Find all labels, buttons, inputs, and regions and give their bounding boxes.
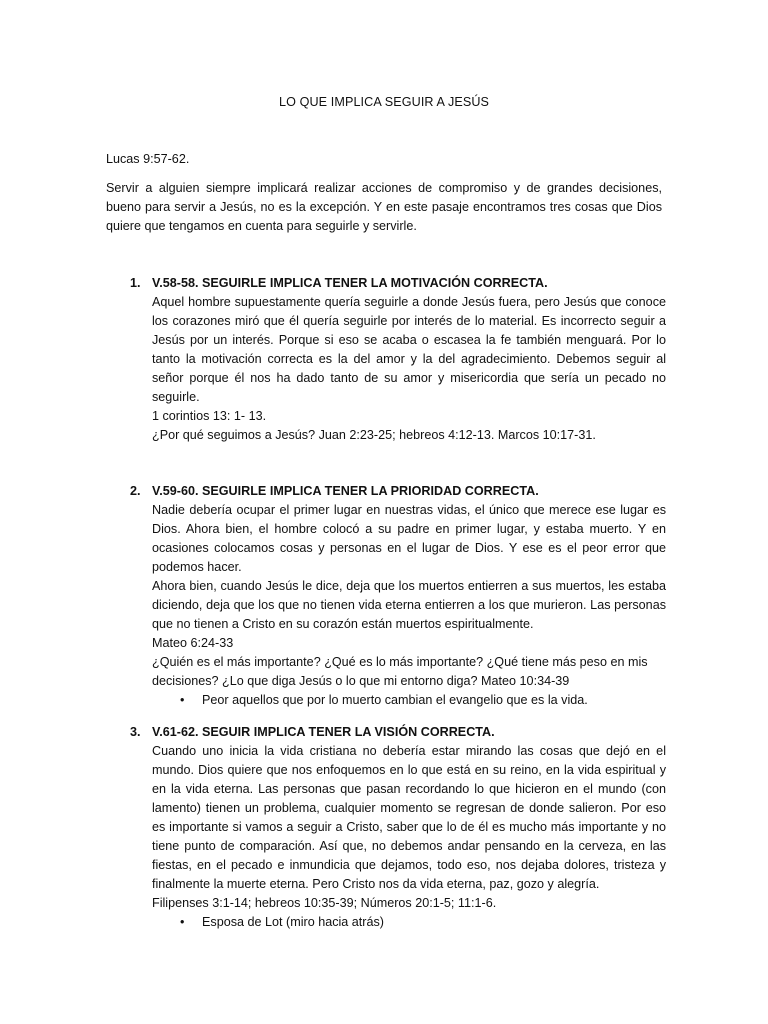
section-2-body xyxy=(152,501,666,710)
reflection-question: ¿Por qué seguimos a Jesús? Juan 2:23-25; hebreos 4:12-13. Marcos 10:17-31. xyxy=(152,428,596,442)
scripture-reference: Lucas 9:57-62. xyxy=(106,152,190,166)
section-2 xyxy=(106,482,666,710)
section-3-body xyxy=(152,742,666,932)
section-3 xyxy=(106,723,666,932)
reflection-question: ¿Quién es el más importante? ¿Qué es lo más importante? ¿Qué tiene más peso en mis decisiones? ¿Lo que diga Jesús o lo que mi entorno diga? Mateo 10:34-39 xyxy=(152,655,648,688)
bullet-text: Peor aquellos que por lo muerto cambian el evangelio que es la vida. xyxy=(202,693,588,707)
section-title: V.58-58. SEGUIRLE IMPLICA TENER LA MOTIVACIÓN CORRECTA. xyxy=(152,276,548,290)
section-number: 1. xyxy=(130,276,141,290)
section-number: 2. xyxy=(130,484,141,498)
document-title: LO QUE IMPLICA SEGUIR A JESÚS xyxy=(278,95,490,109)
verse-reference: 1 corintios 13: 1- 13. xyxy=(152,409,267,423)
bullet-text: Esposa de Lot (miro hacia atrás) xyxy=(202,915,384,929)
section-paragraph: Cuando uno inicia la vida cristiana no debería estar mirando las cosas que dejó en el mundo. Dios quiere que nos enfoquemos en lo que está en su reino, en la vida espiritual y en la vida eterna. Las personas que pasan recordando lo que hicieron en el mundo (con lamento) tienen un problema, cualquier momento se regresan de donde salieron. Por eso es importante si vamos a seguir a Cristo, saber que lo de él es mucho más importante y no tiene punto de comparación. Así que, no debemos andar pensando en la cerveza, en las fiestas, en el pecado e inmundicia que dejamos, todo eso, nos dejaba dolores, tristeza y finalmente la muerte eterna. Pero Cristo nos da vida eterna, paz, gozo y alegría. xyxy=(152,744,666,891)
section-2-heading xyxy=(106,482,666,501)
bullet-icon: • xyxy=(180,915,185,929)
section-paragraph: Nadie debería ocupar el primer lugar en nuestras vidas, el único que merece ese lugar es Dios. Ahora bien, el hombre colocó a su padre en primer lugar, y estaba muerto. Y en ocasiones colocamos cosas y personas en el lugar de Dios. Y ese es el peor error que podemos hacer. xyxy=(152,503,666,574)
bullet-item xyxy=(180,691,666,710)
section-1-body xyxy=(152,293,666,445)
section-title: V.61-62. SEGUIR IMPLICA TENER LA VISIÓN CORRECTA. xyxy=(152,725,495,739)
intro-paragraph: Servir a alguien siempre implicará realizar acciones de compromiso y de grandes decisiones, bueno para servir a Jesús, no es la excepción. Y en este pasaje encontramos tres cosas que Dios quiere que tengamos en cuenta para seguirle y servirle. xyxy=(106,181,662,233)
section-title: V.59-60. SEGUIRLE IMPLICA TENER LA PRIORIDAD CORRECTA. xyxy=(152,484,539,498)
verse-reference: Mateo 6:24-33 xyxy=(152,636,234,650)
section-3-heading xyxy=(106,723,666,742)
section-paragraph: Ahora bien, cuando Jesús le dice, deja que los muertos entierren a sus muertos, les estaba diciendo, deja que los que no tienen vida eterna entierren a los que murieron. Las personas que no tienen a Cristo en su corazón están muertos espiritualmente. xyxy=(152,579,666,631)
section-1 xyxy=(106,274,666,445)
verse-reference: Filipenses 3:1-14; hebreos 10:35-39; Números 20:1-5; 11:1-6. xyxy=(152,896,497,910)
section-1-heading xyxy=(106,274,666,293)
bullet-icon: • xyxy=(180,693,185,707)
bullet-item xyxy=(180,913,666,932)
section-number: 3. xyxy=(130,725,141,739)
section-paragraph: Aquel hombre supuestamente quería seguirle a donde Jesús fuera, pero Jesús que conoce los corazones miró que él quería seguirle por interés de lo material. Es incorrecto seguir a Jesús por un interés. Porque si eso se acaba o escasea la fe también menguará. Por lo tanto la motivación correcta es la del amor y la del agradecimiento. Debemos seguir al señor porque él nos ha dado tanto de su amor y misericordia que sería un pecado no seguirle. xyxy=(152,295,666,404)
